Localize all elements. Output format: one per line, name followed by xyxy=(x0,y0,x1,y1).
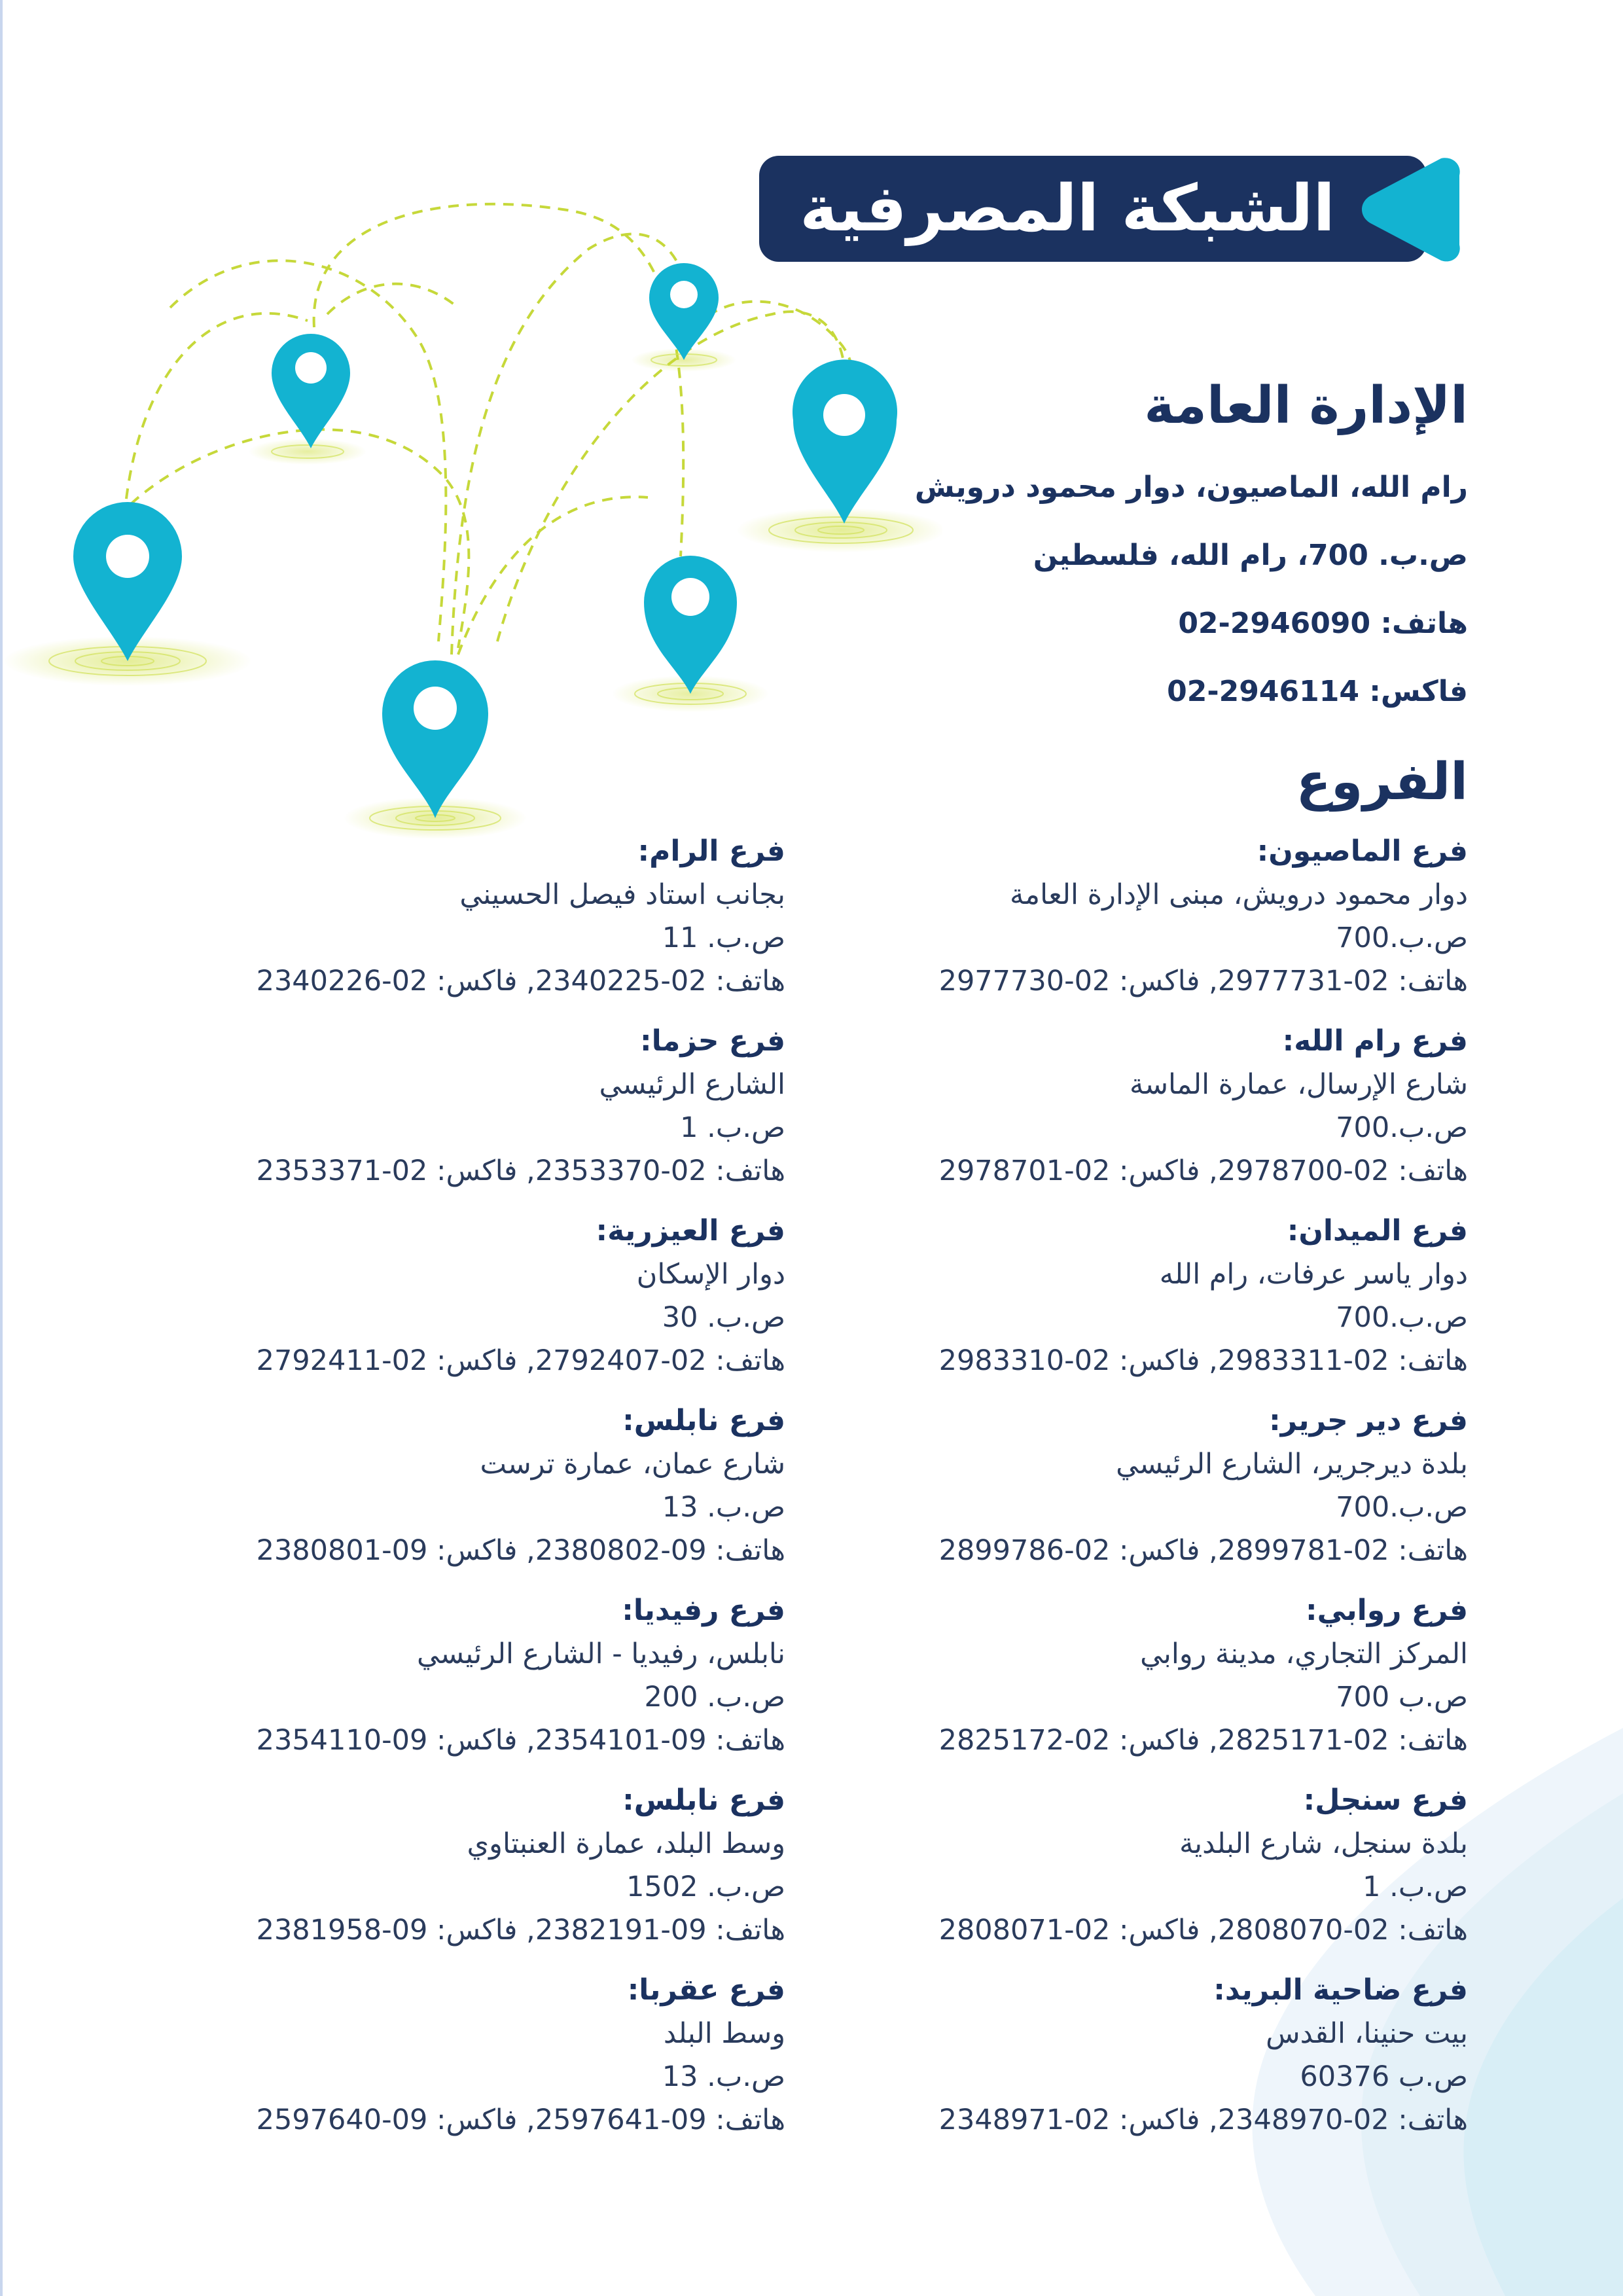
branch-po-box: ص.ب. 1502 xyxy=(626,1871,785,1903)
branch-entry xyxy=(105,1589,785,1779)
branch-address: شارع الإرسال، عمارة الماسة xyxy=(1129,1068,1468,1101)
head-office-po-box: ص.ب. 700، رام الله، فلسطين xyxy=(1033,539,1468,572)
branch-po-box: ص.ب. 13 xyxy=(662,2060,785,2093)
branch-name: فرع رام الله: xyxy=(1282,1024,1468,1058)
branch-contact: هاتف: 02-2977731, فاكس: 02-2977730 xyxy=(938,965,1468,997)
branch-contact: هاتف: 09-2382191, فاكس: 09-2381958 xyxy=(256,1914,785,1946)
branch-contact: هاتف: 02-2899781, فاكس: 02-2899786 xyxy=(938,1534,1468,1567)
branch-address: نابلس، رفيديا - الشارع الرئيسي xyxy=(417,1638,785,1670)
branch-entry xyxy=(787,1020,1468,1210)
head-office-fax xyxy=(748,658,1468,726)
branch-name: فرع الرام: xyxy=(637,834,785,868)
fax-label: فاكس: xyxy=(1369,675,1468,708)
branch-address: دوار ياسر عرفات، رام الله xyxy=(1159,1258,1468,1291)
branch-po-box: ص.ب. 1 xyxy=(1363,1871,1468,1903)
branch-name: فرع حزما: xyxy=(640,1024,785,1058)
branch-entry xyxy=(787,1969,1468,2159)
branch-name: فرع نابلس: xyxy=(622,1404,785,1437)
branch-contact: هاتف: 02-2978700, فاكس: 02-2978701 xyxy=(938,1155,1468,1187)
branch-contact: هاتف: 02-2348970, فاكس: 02-2348971 xyxy=(938,2104,1468,2136)
branch-contact: هاتف: 09-2380802, فاكس: 09-2380801 xyxy=(256,1534,785,1567)
page-title: الشبكة المصرفية xyxy=(800,171,1335,246)
branch-contact: هاتف: 02-2808070, فاكس: 02-2808071 xyxy=(938,1914,1468,1946)
branch-address: دوار محمود درويش، مبنى الإدارة العامة xyxy=(1010,878,1468,911)
branch-entry xyxy=(787,1399,1468,1589)
branch-entry xyxy=(787,830,1468,1020)
branch-address: بيت حنينا، القدس xyxy=(1266,2017,1468,2050)
branch-address: بلدة ديرجرير، الشارع الرئيسي xyxy=(1116,1448,1468,1480)
branch-entry xyxy=(105,1779,785,1969)
branch-entry xyxy=(105,1969,785,2159)
branch-address: دوار الإسكان xyxy=(636,1258,785,1291)
branch-po-box: ص.ب 700 xyxy=(1336,1681,1468,1713)
branch-name: فرع سنجل: xyxy=(1303,1784,1468,1817)
branch-po-box: ص.ب. 1 xyxy=(680,1111,785,1144)
branch-address: المركز التجاري، مدينة روابي xyxy=(1140,1638,1468,1670)
branch-name: فرع عقربا: xyxy=(627,1973,785,2007)
branch-name: فرع ضاحية البريد: xyxy=(1213,1973,1468,2007)
branch-entry xyxy=(105,1020,785,1210)
head-office-heading: الإدارة العامة xyxy=(1144,376,1468,435)
head-office-section xyxy=(748,370,1468,726)
branch-po-box: ص.ب.700 xyxy=(1336,1111,1468,1144)
branch-contact: هاتف: 09-2354101, فاكس: 09-2354110 xyxy=(256,1724,785,1757)
branch-address: وسط البلد xyxy=(663,2017,785,2050)
branch-name: فرع دير جرير: xyxy=(1269,1404,1468,1437)
branch-name: فرع نابلس: xyxy=(622,1784,785,1817)
branch-name: فرع الماصيون: xyxy=(1257,834,1468,868)
branch-entry xyxy=(105,1210,785,1399)
branch-po-box: ص.ب.700 xyxy=(1336,1301,1468,1334)
branch-contact: هاتف: 02-2983311, فاكس: 02-2983310 xyxy=(938,1344,1468,1377)
branch-entry xyxy=(105,830,785,1020)
head-office-address: رام الله، الماصيون، دوار محمود درويش xyxy=(914,471,1468,504)
branch-entry xyxy=(787,1210,1468,1399)
branch-po-box: ص.ب. 13 xyxy=(662,1491,785,1524)
branch-po-box: ص.ب. 30 xyxy=(662,1301,785,1334)
branch-name: فرع العيزرية: xyxy=(596,1214,785,1247)
fax-number: 02-2946114 xyxy=(1167,675,1359,708)
branch-address: بلدة سنجل، شارع البلدية xyxy=(1179,1827,1468,1860)
branch-address: بجانب استاد فيصل الحسيني xyxy=(459,878,785,911)
branches-column-left xyxy=(105,830,785,2159)
branch-entry xyxy=(105,1399,785,1589)
branch-entry xyxy=(787,1779,1468,1969)
branch-po-box: ص.ب 60376 xyxy=(1300,2060,1468,2093)
branches-column-right xyxy=(787,830,1468,2159)
branch-address: الشارع الرئيسي xyxy=(599,1068,785,1101)
branches-heading: الفروع xyxy=(1296,753,1468,812)
branch-po-box: ص.ب. 11 xyxy=(662,922,785,954)
branch-contact: هاتف: 02-2340225, فاكس: 02-2340226 xyxy=(256,965,785,997)
branch-entry xyxy=(787,1589,1468,1779)
branch-contact: هاتف: 02-2353370, فاكس: 02-2353371 xyxy=(256,1155,785,1187)
page-title-banner xyxy=(759,153,1466,266)
branch-po-box: ص.ب.700 xyxy=(1336,922,1468,954)
branch-po-box: ص.ب.700 xyxy=(1336,1491,1468,1524)
branch-name: فرع رفيديا: xyxy=(622,1594,785,1627)
branch-name: فرع روابي: xyxy=(1306,1594,1468,1627)
branch-po-box: ص.ب. 200 xyxy=(644,1681,785,1713)
branch-contact: هاتف: 02-2825171, فاكس: 02-2825172 xyxy=(938,1724,1468,1757)
branch-address: وسط البلد، عمارة العنبتاوي xyxy=(467,1827,785,1860)
phone-number: 02-2946090 xyxy=(1178,607,1371,640)
branch-name: فرع الميدان: xyxy=(1287,1214,1468,1247)
dashed-route-icon xyxy=(124,204,855,655)
branch-contact: هاتف: 02-2792407, فاكس: 02-2792411 xyxy=(256,1344,785,1377)
phone-label: هاتف: xyxy=(1380,607,1468,640)
branch-contact: هاتف: 09-2597641, فاكس: 09-2597640 xyxy=(256,2104,785,2136)
head-office-phone xyxy=(748,590,1468,658)
branch-address: شارع عمان، عمارة ترست xyxy=(480,1448,785,1480)
pointer-triangle-icon xyxy=(1348,153,1466,266)
